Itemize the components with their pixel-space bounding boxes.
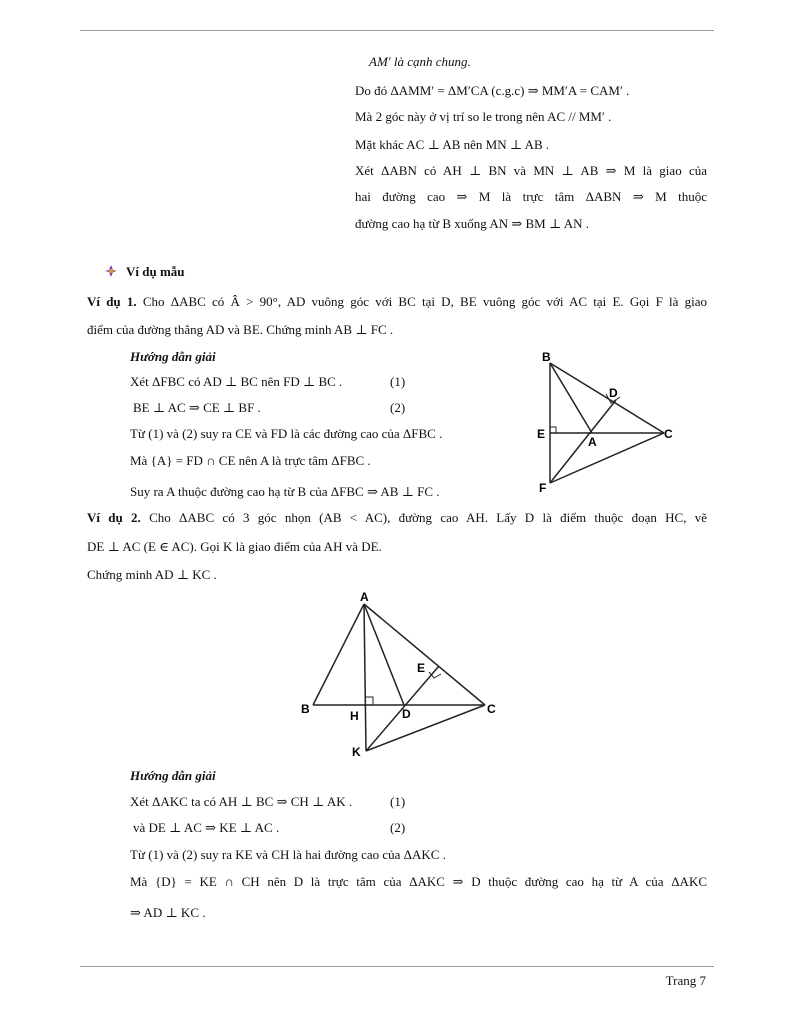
ex2-step-2: và DE ⊥ AC ⇒ KE ⊥ AC . [133, 820, 280, 835]
ex2-guide-heading: Hướng dẫn giải [130, 768, 216, 783]
fig2-label-E: E [417, 661, 426, 675]
ex2-step-2-number: (2) [390, 820, 406, 835]
ex2-statement-line1 [87, 510, 707, 526]
page-number: Trang 7 [665, 973, 706, 988]
fig2-label-B: B [301, 702, 310, 716]
fig2-label-A: A [360, 590, 369, 604]
ex1-figure [536, 349, 678, 499]
section-title: Ví dụ mẫu [126, 264, 185, 279]
ex1-step-2-number: (2) [390, 400, 406, 415]
fig1-label-B: B [542, 350, 551, 364]
ex2-step-5: ⇒ AD ⊥ KC . [130, 905, 206, 920]
section-heading [104, 264, 185, 280]
proof-line-6: hai đường cao ⇒ M là trực tâm ΔABN ⇒ M thuộc [355, 189, 707, 204]
ex1-statement-line2: điểm của đường thẳng AD và BE. Chứng minh AB ⊥ FC . [87, 322, 394, 337]
ex1-statement-line1 [87, 294, 707, 310]
ex2-statement-line3: Chứng minh AD ⊥ KC . [87, 567, 217, 582]
ex2-label: Ví dụ 2. [87, 510, 141, 525]
footer-rule [80, 966, 714, 967]
fig1-label-C: C [664, 427, 673, 441]
ex1-step-5: Suy ra A thuộc đường cao hạ từ B của ΔFBC ⇒ AB ⊥ FC . [130, 484, 440, 499]
ex1-step-2: BE ⊥ AC ⇒ CE ⊥ BF . [133, 400, 261, 415]
header-rule [80, 30, 714, 31]
ex1-guide-heading: Hướng dẫn giải [130, 349, 216, 364]
bullet-icon [104, 264, 118, 278]
proof-line-5: Xét ΔABN có AH ⊥ BN và MN ⊥ AB ⇒ M là giao của [355, 163, 707, 178]
ex2-figure [295, 588, 505, 758]
ex2-text-1: Cho ΔABC có 3 góc nhọn (AB < AC), đường cao AH. Lấy D là điểm thuộc đoạn HC, vẽ [149, 510, 708, 525]
proof-line-7: đường cao hạ từ B xuống AN ⇒ BM ⊥ AN . [355, 216, 590, 231]
ex1-text-1: Cho ΔABC có Â > 90°, AD vuông góc với BC tại D, BE vuông góc với AC tại E. Gọi F là giao [142, 294, 707, 309]
ex1-step-3: Từ (1) và (2) suy ra CE và FD là các đường cao của ΔFBC . [130, 426, 443, 441]
proof-line-4: Mặt khác AC ⊥ AB nên MN ⊥ AB . [355, 137, 550, 152]
ex1-step-1-number: (1) [390, 374, 406, 389]
fig2-label-K: K [352, 745, 361, 758]
ex2-step-1-number: (1) [390, 794, 406, 809]
proof-line-2: Do đó ΔAMM′ = ΔM′CA (c.g.c) ⇒ MM′A = CAM′ . [355, 83, 630, 98]
ex2-step-3: Từ (1) và (2) suy ra KE và CH là hai đường cao của ΔAKC . [130, 847, 446, 862]
ex1-step-1: Xét ΔFBC có AD ⊥ BC nên FD ⊥ BC . [130, 374, 343, 389]
fig1-label-F: F [539, 481, 547, 495]
fig2-label-H: H [350, 709, 359, 723]
proof-line-3: Mà 2 góc này ở vị trí so le trong nên AC // MM′ . [355, 109, 612, 124]
ex2-statement-line2: DE ⊥ AC (E ∈ AC). Gọi K là giao điểm của AH và DE. [87, 539, 382, 554]
fig1-label-A: A [588, 435, 597, 449]
ex2-step-4: Mà {D} = KE ∩ CH nên D là trực tâm của ΔAKC ⇒ D thuộc đường cao hạ từ A của ΔAKC [130, 874, 707, 889]
proof-line-1: AM′ là cạnh chung. [369, 54, 471, 69]
fig1-label-E: E [537, 427, 546, 441]
ex2-step-1: Xét ΔAKC ta có AH ⊥ BC ⇒ CH ⊥ AK . [130, 794, 353, 809]
ex1-label: Ví dụ 1. [87, 294, 137, 309]
ex1-step-4: Mà {A} = FD ∩ CE nên A là trực tâm ΔFBC . [130, 453, 371, 468]
fig1-label-D: D [609, 386, 618, 400]
fig2-label-D: D [402, 707, 411, 721]
fig2-label-C: C [487, 702, 496, 716]
